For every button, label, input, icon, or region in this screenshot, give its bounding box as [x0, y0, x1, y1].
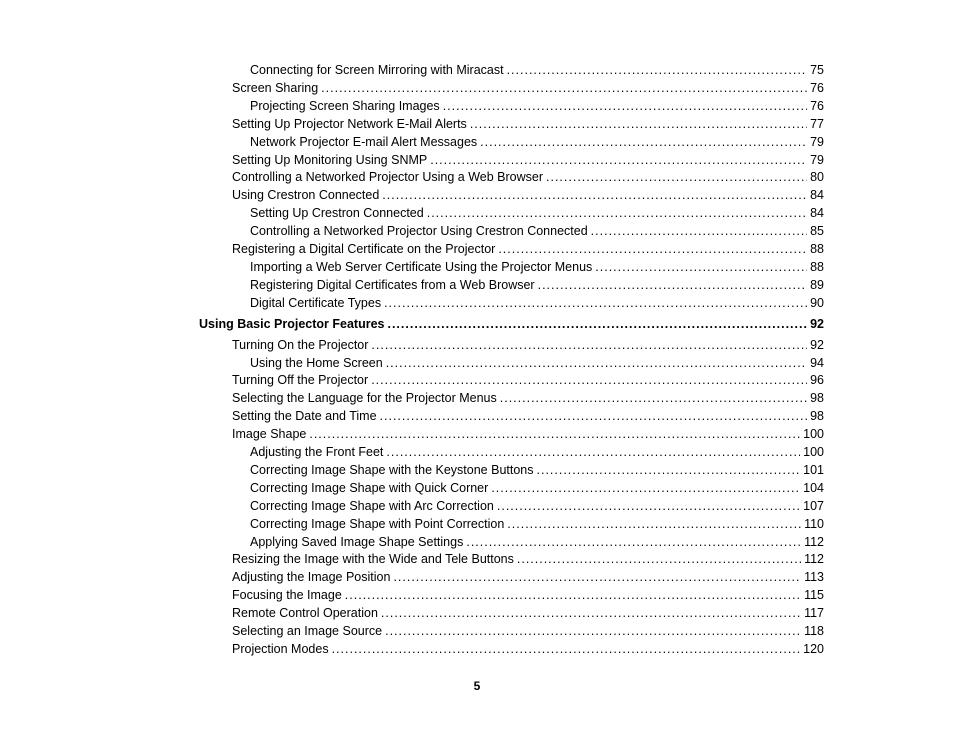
toc-entry[interactable]	[199, 315, 824, 333]
toc-entry[interactable]	[232, 240, 824, 258]
toc-entry-title: Applying Saved Image Shape Settings	[250, 534, 464, 549]
toc-dot-leader	[497, 497, 800, 515]
toc-entry[interactable]	[232, 550, 824, 568]
toc-entry-page: 75	[810, 63, 824, 77]
toc-dot-leader	[382, 186, 807, 204]
toc-entry-page: 89	[810, 277, 824, 292]
toc-entry-title: Selecting the Language for the Projector Menus	[232, 391, 497, 406]
toc-dot-leader	[385, 622, 801, 640]
toc-entry-page: 118	[804, 624, 824, 638]
toc-dot-leader	[591, 222, 807, 240]
toc-dot-leader	[381, 604, 801, 622]
toc-entry-title: Connecting for Screen Mirroring with Miracast	[250, 63, 504, 77]
toc-dot-leader	[371, 336, 807, 354]
toc-entry-title: Projection Modes	[232, 641, 329, 656]
toc-entry-page: 115	[804, 588, 824, 603]
toc-entry-title: Adjusting the Image Position	[232, 570, 391, 585]
toc-entry-page: 112	[804, 552, 824, 567]
toc-entry-page: 98	[810, 409, 824, 424]
toc-entry-title: Resizing the Image with the Wide and Tele Buttons	[232, 552, 514, 567]
toc-entry-title: Controlling a Networked Projector Using Crestron Connected	[250, 224, 588, 239]
toc-entry[interactable]	[232, 586, 824, 604]
toc-entry-page: 90	[810, 295, 824, 310]
toc-entry[interactable]	[232, 622, 824, 640]
toc-entry-page: 100	[803, 427, 824, 442]
toc-entry[interactable]	[232, 371, 824, 389]
toc-dot-leader	[491, 479, 800, 497]
toc-entry-page: 79	[810, 134, 824, 149]
toc-entry-page: 80	[810, 170, 824, 185]
toc-entry-page: 88	[810, 259, 824, 274]
toc-entry-title: Correcting Image Shape with Quick Corner	[250, 480, 489, 495]
toc-entry-page: 110	[804, 516, 824, 531]
toc-entry-title: Correcting Image Shape with Point Correction	[250, 516, 505, 531]
toc-dot-leader	[443, 97, 807, 115]
toc-dot-leader	[538, 276, 808, 294]
toc-entry-page: 79	[810, 152, 824, 167]
toc-dot-leader	[595, 258, 807, 276]
toc-entry-page: 88	[810, 242, 824, 256]
toc-dot-leader	[498, 240, 807, 258]
toc-dot-leader	[309, 425, 800, 443]
toc-dot-leader	[387, 315, 807, 333]
toc-entry[interactable]	[232, 151, 824, 169]
toc-entry[interactable]	[250, 479, 824, 497]
toc-entry-title: Network Projector E-mail Alert Messages	[250, 134, 478, 149]
toc-entry[interactable]	[250, 443, 824, 461]
toc-entry-page: 112	[804, 534, 824, 549]
toc-entry[interactable]	[250, 515, 824, 533]
toc-entry-page: 76	[810, 80, 824, 95]
toc-entry[interactable]	[250, 204, 824, 222]
toc-entry-title: Adjusting the Front Feet	[250, 445, 384, 459]
toc-entry-title: Using the Home Screen	[250, 355, 383, 370]
toc-entry-page: 84	[810, 188, 824, 203]
toc-entry-title: Using Basic Projector Features	[199, 316, 385, 331]
toc-entry[interactable]	[250, 533, 824, 551]
toc-entry-title: Turning Off the Projector	[232, 373, 369, 388]
toc-entry-page: 117	[804, 606, 824, 621]
toc-dot-leader	[386, 443, 800, 461]
toc-entry-title: Projecting Screen Sharing Images	[250, 98, 440, 113]
toc-entry-title: Remote Control Operation	[232, 606, 378, 621]
toc-entry[interactable]	[250, 258, 824, 276]
toc-entry[interactable]	[232, 389, 824, 407]
toc-entry-title: Controlling a Networked Projector Using a Web Browser	[232, 170, 544, 185]
toc-dot-leader	[371, 371, 807, 389]
toc-entry[interactable]	[250, 276, 824, 294]
toc-dot-leader	[321, 79, 807, 97]
toc-entry-title: Importing a Web Server Certificate Using the Projector Menus	[250, 259, 593, 274]
toc-dot-leader	[332, 640, 801, 658]
toc-entry[interactable]	[232, 168, 824, 186]
toc-entry[interactable]	[250, 61, 824, 79]
toc-dot-leader	[546, 168, 807, 186]
toc-entry[interactable]	[232, 336, 824, 354]
toc-dot-leader	[537, 461, 801, 479]
toc-entry[interactable]	[232, 407, 824, 425]
toc-entry[interactable]	[250, 97, 824, 115]
toc-dot-leader	[480, 133, 807, 151]
toc-entry[interactable]	[250, 222, 824, 240]
toc-entry-title: Selecting an Image Source	[232, 624, 383, 638]
toc-entry-page: 104	[803, 480, 824, 495]
toc-entry-title: Correcting Image Shape with Arc Correction	[250, 498, 494, 513]
toc-dot-leader	[517, 550, 801, 568]
toc-entry[interactable]	[250, 354, 824, 372]
toc-entry[interactable]	[232, 568, 824, 586]
toc-dot-leader	[500, 389, 807, 407]
toc-entry-page: 92	[810, 316, 824, 331]
page-number: 5	[473, 679, 481, 693]
toc-entry-page: 101	[803, 462, 824, 477]
toc-entry-title: Image Shape	[232, 427, 307, 442]
toc-entry-page: 84	[810, 206, 824, 221]
toc-entry-title: Correcting Image Shape with the Keystone Buttons	[250, 462, 534, 477]
toc-entry-title: Setting Up Monitoring Using SNMP	[232, 152, 428, 167]
toc-entry[interactable]	[250, 133, 824, 151]
toc-entry[interactable]	[250, 497, 824, 515]
toc-entry-page: 120	[803, 641, 824, 656]
toc-entry-title: Registering a Digital Certificate on the Projector	[232, 242, 496, 256]
toc-entry[interactable]	[232, 640, 824, 658]
toc-dot-leader	[430, 151, 807, 169]
toc-dot-leader	[466, 533, 801, 551]
toc-entry-title: Focusing the Image	[232, 588, 342, 603]
toc-entry-title: Registering Digital Certificates from a Web Browser	[250, 277, 535, 292]
toc-dot-leader	[427, 204, 807, 222]
toc-dot-leader	[386, 354, 807, 372]
toc-entry-page: 92	[810, 337, 824, 352]
toc-entry-title: Setting the Date and Time	[232, 409, 377, 424]
toc-entry[interactable]	[232, 115, 824, 133]
toc-entry-title: Setting Up Crestron Connected	[250, 206, 424, 221]
toc-entry[interactable]	[250, 294, 824, 312]
toc-dot-leader	[507, 61, 808, 79]
toc-entry-page: 96	[810, 373, 824, 388]
toc-entry-page: 100	[803, 445, 824, 459]
toc-entry-page: 94	[810, 355, 824, 370]
toc-entry[interactable]	[232, 79, 824, 97]
toc-entry-page: 85	[810, 224, 824, 239]
toc-entry-page: 77	[810, 116, 824, 131]
toc-entry[interactable]	[232, 604, 824, 622]
toc-entry-title: Screen Sharing	[232, 80, 319, 95]
toc-entry-title: Using Crestron Connected	[232, 188, 380, 203]
toc-dot-leader	[384, 294, 807, 312]
toc-entry-page: 107	[803, 498, 824, 513]
toc-dot-leader	[380, 407, 808, 425]
toc-entry[interactable]	[250, 461, 824, 479]
toc-entry[interactable]	[232, 186, 824, 204]
toc-entry-title: Setting Up Projector Network E-Mail Alerts	[232, 116, 467, 131]
toc-dot-leader	[470, 115, 807, 133]
toc-dot-leader	[507, 515, 801, 533]
toc-entry-page: 113	[804, 570, 824, 585]
toc-entry[interactable]	[232, 425, 824, 443]
toc-dot-leader	[345, 586, 801, 604]
toc-dot-leader	[393, 568, 801, 586]
toc-entry-title: Turning On the Projector	[232, 337, 369, 352]
toc-entry-page: 76	[810, 98, 824, 113]
toc-entry-title: Digital Certificate Types	[250, 295, 382, 310]
toc-entry-page: 98	[810, 391, 824, 406]
